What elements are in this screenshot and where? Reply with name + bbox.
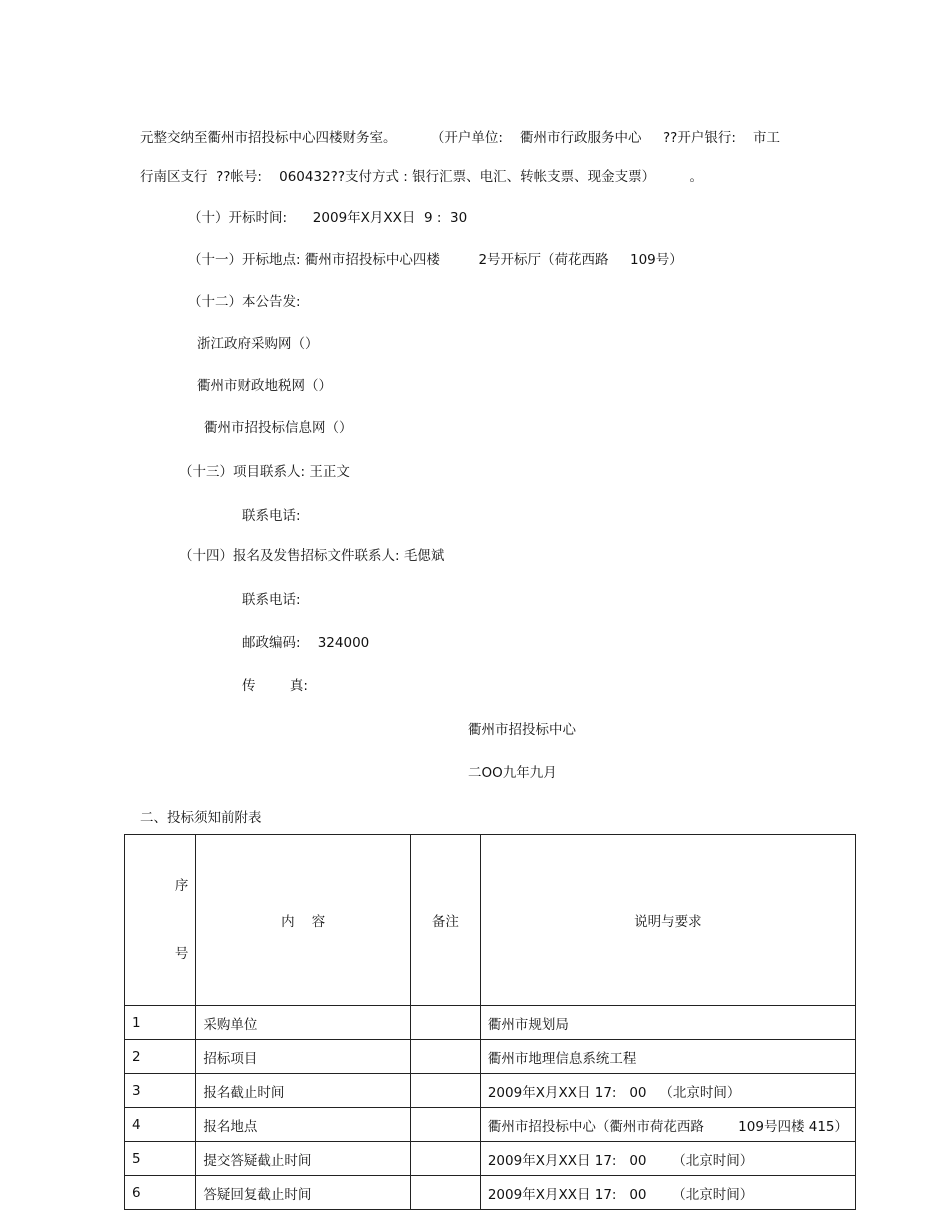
table-row [125,1108,856,1142]
row-item: 招标项目 [196,1040,410,1074]
row-no: 4 [125,1108,196,1142]
signature-organization: 衢州市招投标中心 [468,722,576,738]
publish-site-zhejiang-procurement: 浙江政府采购网（） [197,336,319,352]
row-no: 3 [125,1074,196,1108]
fee-payment-line-2: 行南区支行 ??帐号: 060432??支付方式 : 银行汇票、电汇、转帐支票、现金支票） 。 [140,169,703,185]
row-description: 衢州市地理信息系统工程 [480,1040,855,1074]
announcement-publish-heading: （十二）本公告发: [188,294,301,310]
row-note [410,1176,480,1210]
section-title: 二、投标须知前附表 [140,810,262,826]
row-note [410,1040,480,1074]
row-no: 5 [125,1142,196,1176]
table-row [125,1074,856,1108]
document-sale-contact: （十四）报名及发售招标文件联系人: 毛偲斌 [179,548,445,564]
header-description: 说明与要求 [480,835,855,1006]
fax: 传 真: [242,678,308,694]
row-description: 衢州市招投标中心（衢州市荷花西路 109号四楼 415） [480,1108,855,1142]
row-item: 采购单位 [196,1006,410,1040]
row-no: 1 [125,1006,196,1040]
bid-opening-time: （十）开标时间: 2009年X月XX日 9 : 30 [188,210,468,226]
header-note: 备注 [410,835,480,1006]
document-sale-contact-phone: 联系电话: [242,592,301,608]
table-header-row [125,835,856,1006]
row-no: 2 [125,1040,196,1074]
fee-payment-line-1: 元整交纳至衢州市招投标中心四楼财务室。 （开户单位: 衢州市行政服务中心 ??开户银行: 市工 [140,130,781,146]
publish-site-quzhou-finance: 衢州市财政地税网（） [197,378,332,394]
table-row [125,1176,856,1210]
row-note [410,1108,480,1142]
row-description: 2009年X月XX日 17: 00 （北京时间） [480,1142,855,1176]
table-row [125,1040,856,1074]
row-item: 报名地点 [196,1108,410,1142]
row-description: 2009年X月XX日 17: 00 （北京时间） [480,1074,855,1108]
publish-site-quzhou-bidding: 衢州市招投标信息网（） [204,420,353,436]
row-no: 6 [125,1176,196,1210]
row-note [410,1142,480,1176]
bidding-instructions-table [124,834,856,1210]
row-item: 提交答疑截止时间 [196,1142,410,1176]
project-contact-phone: 联系电话: [242,508,301,524]
project-contact: （十三）项目联系人: 王正文 [179,464,350,480]
row-item: 答疑回复截止时间 [196,1176,410,1210]
header-seq-no [125,835,196,1006]
row-note [410,1006,480,1040]
header-seq-no-line1: 序 [174,878,189,894]
bid-opening-location: （十一）开标地点: 衢州市招投标中心四楼 2号开标厅（荷花西路 109号） [188,252,683,268]
row-item: 报名截止时间 [196,1074,410,1108]
header-seq-no-line2: 号 [174,946,189,962]
header-content: 内 容 [196,835,410,1006]
table-row [125,1142,856,1176]
row-note [410,1074,480,1108]
row-description: 2009年X月XX日 17: 00 （北京时间） [480,1176,855,1210]
table-row [125,1006,856,1040]
row-description: 衢州市规划局 [480,1006,855,1040]
signature-date: 二OO九年九月 [468,765,557,781]
postal-code: 邮政编码: 324000 [242,635,370,651]
